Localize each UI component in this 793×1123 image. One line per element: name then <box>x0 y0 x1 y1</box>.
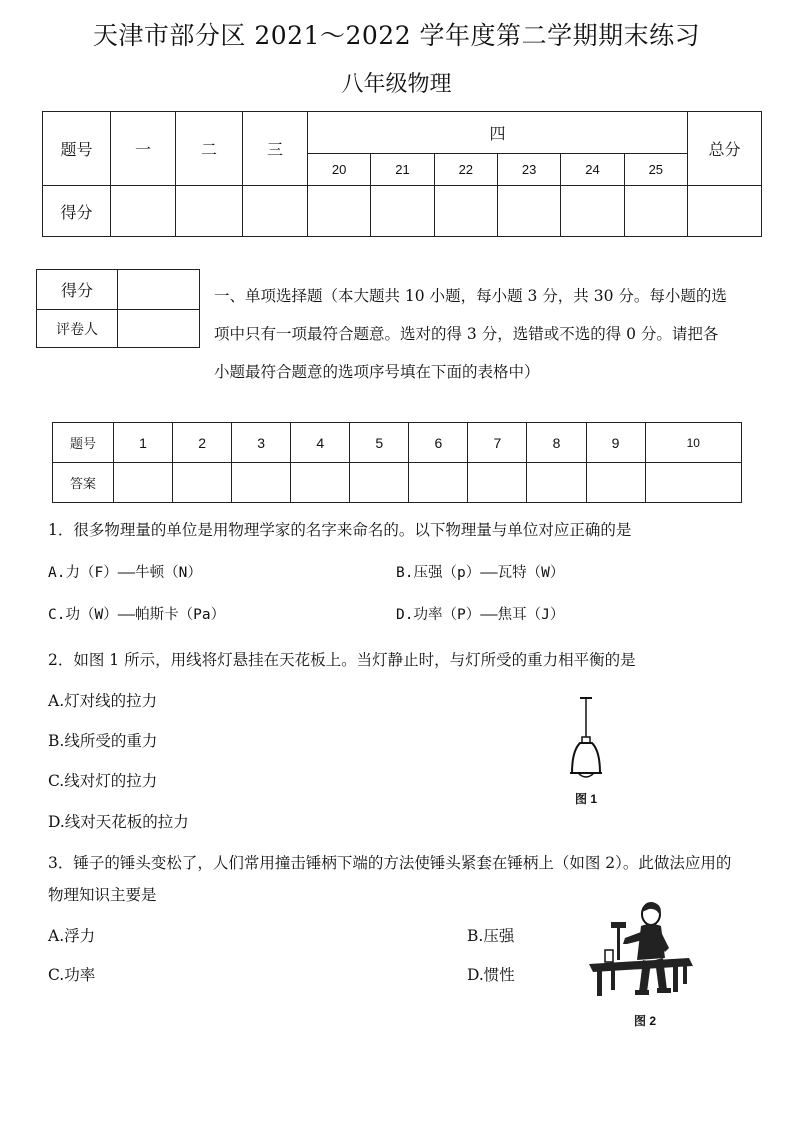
answer-table-number-8: 8 <box>527 423 586 463</box>
answer-table <box>52 422 742 503</box>
section-1-line-1: 一、单项选择题（本大题共 10 小题，每小题 3 分，共 30 分。每小题的选 <box>214 287 727 305</box>
score-table-col-2: 二 <box>176 112 243 186</box>
question-1-stem: 1．很多物理量的单位是用物理学家的名字来命名的。以下物理量与单位对应正确的是 <box>48 521 632 539</box>
answer-table-number-4: 4 <box>291 423 350 463</box>
grader-name-cell[interactable] <box>118 310 200 348</box>
answer-cell-1[interactable] <box>114 463 173 503</box>
score-cell-2[interactable] <box>176 186 243 237</box>
answer-cell-9[interactable] <box>586 463 645 503</box>
question-3-option-b: B.压强 <box>467 927 515 945</box>
score-table-score-label: 得分 <box>43 186 111 237</box>
score-cell-1[interactable] <box>111 186 176 237</box>
score-cell-24[interactable] <box>561 186 624 237</box>
answer-cell-8[interactable] <box>527 463 586 503</box>
answer-cell-2[interactable] <box>173 463 232 503</box>
score-table-sub-23: 23 <box>497 154 560 186</box>
question-2-option-c: C.线对灯的拉力 <box>48 772 158 790</box>
figure-2-caption: 图 2 <box>634 1014 657 1028</box>
score-cell-22[interactable] <box>434 186 497 237</box>
question-3-stem-line-2: 物理知识主要是 <box>48 886 157 904</box>
section-1-line-2: 项中只有一项最符合题意。选对的得 3 分，选错或不选的得 0 分。请把各 <box>214 325 719 343</box>
question-3-stem-line-1: 3．锤子的锤头变松了，人们常用撞击锤柄下端的方法使锤头紧套在锤柄上（如图 2）。此做法应用的 <box>48 854 732 872</box>
score-table-total-label: 总分 <box>688 112 762 186</box>
answer-table-number-2: 2 <box>173 423 232 463</box>
exam-subtitle: 八年级物理 <box>341 72 452 97</box>
question-3-option-c: C.功率 <box>48 966 96 984</box>
score-summary-table <box>42 111 762 237</box>
question-2-option-b: B.线所受的重力 <box>48 732 158 750</box>
grader-score-label: 得分 <box>37 270 118 310</box>
answer-cell-10[interactable] <box>645 463 741 503</box>
score-table-col-1: 一 <box>111 112 176 186</box>
score-table-sub-24: 24 <box>561 154 624 186</box>
score-table-sub-21: 21 <box>371 154 434 186</box>
question-1-option-b: B.压强（p）——瓦特（W） <box>396 565 565 581</box>
answer-table-number-label: 题号 <box>53 423 114 463</box>
score-cell-3[interactable] <box>243 186 308 237</box>
section-1-instructions <box>214 277 764 391</box>
score-table-number-label: 题号 <box>43 112 111 186</box>
score-cell-20[interactable] <box>308 186 371 237</box>
answer-table-answer-label: 答案 <box>53 463 114 503</box>
section-1-line-3: 小题最符合题意的选项序号填在下面的表格中） <box>214 363 540 381</box>
score-cell-total[interactable] <box>688 186 762 237</box>
answer-table-number-9: 9 <box>586 423 645 463</box>
score-cell-21[interactable] <box>371 186 434 237</box>
grader-score-cell[interactable] <box>118 270 200 310</box>
answer-table-number-3: 3 <box>232 423 291 463</box>
score-table-sub-20: 20 <box>308 154 371 186</box>
grader-box <box>36 269 200 348</box>
question-3-option-a: A.浮力 <box>48 927 96 945</box>
figure-1-hanging-lamp <box>560 695 616 783</box>
score-cell-25[interactable] <box>624 186 687 237</box>
question-2-option-d: D.线对天花板的拉力 <box>48 813 189 831</box>
answer-table-number-1: 1 <box>114 423 173 463</box>
answer-table-number-10: 10 <box>645 423 741 463</box>
question-2-option-a: A.灯对线的拉力 <box>48 692 158 710</box>
score-table-sub-22: 22 <box>434 154 497 186</box>
answer-cell-5[interactable] <box>350 463 409 503</box>
score-cell-23[interactable] <box>497 186 560 237</box>
answer-cell-7[interactable] <box>468 463 527 503</box>
exam-title: 天津市部分区 2021～2022 学年度第二学期期末练习 <box>92 21 701 50</box>
answer-cell-4[interactable] <box>291 463 350 503</box>
figure-2-hammer-illustration <box>585 900 697 1004</box>
score-table-sub-25: 25 <box>624 154 687 186</box>
answer-cell-6[interactable] <box>409 463 468 503</box>
answer-cell-3[interactable] <box>232 463 291 503</box>
question-1-option-c: C.功（W）——帕斯卡（Pa） <box>48 607 226 623</box>
score-table-col-3: 三 <box>243 112 308 186</box>
question-3-option-d: D.惯性 <box>467 966 515 984</box>
answer-table-number-6: 6 <box>409 423 468 463</box>
score-table-col-4: 四 <box>308 112 688 154</box>
question-1-option-d: D.功率（P）——焦耳（J） <box>396 607 565 623</box>
question-2-stem: 2．如图 1 所示，用线将灯悬挂在天花板上。当灯静止时，与灯所受的重力相平衡的是 <box>48 651 636 669</box>
answer-table-number-7: 7 <box>468 423 527 463</box>
grader-name-label: 评卷人 <box>37 310 118 348</box>
figure-1-caption: 图 1 <box>575 792 598 806</box>
question-1-option-a: A.力（F）——牛顿（N） <box>48 565 202 581</box>
answer-table-number-5: 5 <box>350 423 409 463</box>
